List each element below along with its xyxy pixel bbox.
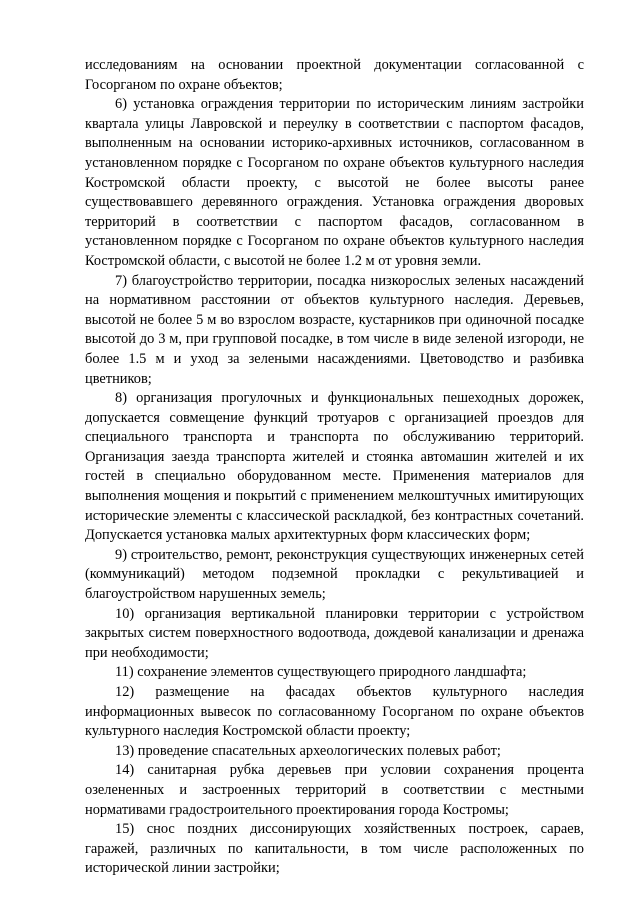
paragraph-item-7: 7) благоустройство территории, посадка низкорослых зеленых насаждений на нормативном расстоянии от объектов культурного наследия. Деревьев, высотой не более 5 м во взрослом возрасте, кустарников при одиночной посадке высотой до 3 м, при групповой посадке, в том числе в виде зеленой изгороди, не более 1.5 м и уход за зелеными насаждениями. Цветоводство и разбивка цветников; [85,272,584,387]
paragraph-continuation: исследованиям на основании проектной документации согласованной с Госорганом по охране объектов; [85,57,584,93]
paragraph-item-9: 9) строительство, ремонт, реконструкция существующих инженерных сетей (коммуникаций) методом подземной прокладки с рекультивацией и благоустройством нарушенных земель; [85,546,584,603]
paragraph-item-15: 15) снос поздних диссонирующих хозяйственных построек, сараев, гаражей, различных по капитальности, в том числе расположенных по исторической линии застройки; [85,821,584,877]
paragraph-item-14: 14) санитарная рубка деревьев при условии сохранения процента озелененных и застроенных территорий в соответствии с местными нормативами градостроительного проектирования города Костромы; [85,762,584,818]
paragraph-item-12: 12) размещение на фасадах объектов культурного наследия информационных вывесок по согласованному Госорганом по охране объектов культурного наследия Костромской области проекту; [85,684,584,740]
paragraph-item-8: 8) организация прогулочных и функциональных пешеходных дорожек, допускается совмещение функций тротуаров с организацией проездов для специального транспорта и транспорта по обслуживанию территорий. Организация заезда транспорта жителей и стоянка автомашин жителей и их гостей в специально оборудованном месте. Применения материалов для выполнения мощения и покрытий с применением мелкоштучных имитирующих исторические элементы с классической раскладкой, без контрастных сочетаний. Допускается установка малых архитектурных форм классических форм; [85,390,584,544]
paragraph-item-6: 6) установка ограждения территории по историческим линиям застройки квартала улицы Лавровской и переулку в соответствии с паспортом фасадов, выполненным на основании историко-архивных источников, согласованном в установленном порядке с Госорганом по охране объектов культурного наследия Костромской области проекту, с высотой не более высоты ранее существовавшего деревянного ограждения. Установка ограждения дворовых территорий в соответствии с паспортом фасадов, согласованном в установленном порядке с Госорганом по охране объектов культурного наследия Костромской области, с высотой не более 1.2 м от уровня земли. [85,96,584,269]
paragraph-item-11: 11) сохранение элементов существующего природного ландшафта; [115,664,527,681]
paragraph-item-13: 13) проведение спасательных археологических полевых работ; [115,742,501,759]
paragraph-item-10: 10) организация вертикальной планировки территории с устройством закрытых систем поверхностного водоотвода, дождевой канализации и дренажа при необходимости; [85,605,584,661]
